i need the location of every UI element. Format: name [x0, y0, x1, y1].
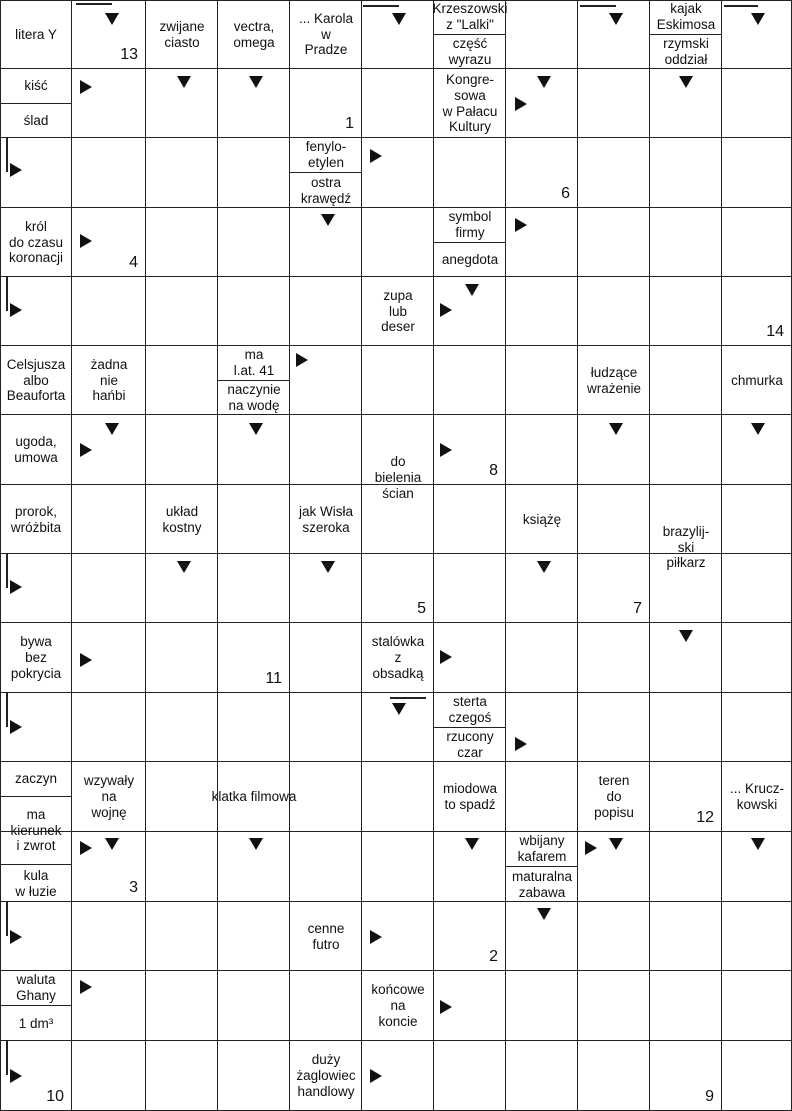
arrow-right-icon	[515, 737, 527, 751]
grid-cell[interactable]	[290, 832, 362, 902]
clue-duzy-zaglowiec: duży żaglowiec handlowy	[296, 1052, 356, 1099]
grid-cell[interactable]	[578, 138, 650, 208]
grid-cell[interactable]	[290, 277, 362, 346]
arrow-right-icon	[80, 234, 92, 248]
arrow-down-icon	[249, 838, 263, 850]
clue-slad: ślad	[23, 113, 49, 129]
clue-prorok: prorok, wróżbita	[10, 503, 62, 535]
grid-cell[interactable]	[72, 554, 146, 623]
arrow-down-icon	[249, 76, 263, 88]
grid-cell[interactable]	[146, 1041, 218, 1111]
arrow-down-icon	[751, 423, 765, 435]
solution-number-10: 10	[46, 1088, 64, 1105]
arrow-right-icon	[80, 653, 92, 667]
grid-cell[interactable]	[218, 277, 290, 346]
arrow-down-icon	[537, 908, 551, 920]
bent-arrow-stem	[6, 554, 8, 588]
clue-rzymski-oddzial: rzymski oddział	[663, 36, 709, 67]
grid-cell[interactable]	[578, 485, 650, 554]
grid-cell[interactable]	[72, 138, 146, 208]
clue-ksiaze: książę	[522, 511, 562, 527]
clue-zwijane-ciasto: zwijane ciasto	[159, 18, 205, 50]
clue-rzucony-czar: rzucony czar	[446, 729, 494, 760]
arrow-right-icon	[80, 980, 92, 994]
clue-teren-do-popisu: teren do popisu	[594, 773, 634, 820]
bent-arrow-stem	[76, 3, 112, 5]
grid-cell[interactable]	[578, 208, 650, 277]
clue-kongresowa: Kongre- sowa w Pałacu Kultury	[442, 71, 498, 135]
clue-krol-do-czasu: król do czasu koronacji	[8, 218, 64, 266]
arrow-down-icon	[609, 423, 623, 435]
grid-cell[interactable]	[146, 346, 218, 415]
clue-chmurka: chmurka	[731, 372, 783, 388]
arrow-down-icon	[105, 423, 119, 435]
arrow-down-icon	[105, 838, 119, 850]
grid-cell[interactable]	[650, 832, 722, 902]
grid-cell[interactable]	[722, 1041, 792, 1111]
grid-cell[interactable]	[218, 693, 290, 762]
grid-cell[interactable]	[290, 415, 362, 485]
grid-cell[interactable]	[650, 693, 722, 762]
clue-kajak-eskimosa: kajak Eskimosa	[650, 0, 722, 35]
arrow-down-icon	[751, 838, 765, 850]
clue-ugoda-umowa: ugoda, umowa	[14, 434, 58, 465]
grid-cell[interactable]	[434, 485, 506, 554]
clue-karola-w-pradze: ... Karola w Pradze	[298, 10, 354, 58]
arrow-right-icon	[80, 443, 92, 457]
grid-cell[interactable]	[72, 1041, 146, 1111]
solution-number-6: 6	[561, 185, 570, 202]
grid-cell[interactable]	[506, 277, 578, 346]
solution-number-3: 3	[129, 879, 138, 896]
grid-cell[interactable]	[290, 693, 362, 762]
arrow-right-icon	[440, 650, 452, 664]
grid-cell[interactable]	[218, 1041, 290, 1111]
grid-cell[interactable]	[722, 554, 792, 623]
arrow-down-icon	[609, 838, 623, 850]
grid-cell[interactable]	[434, 554, 506, 623]
arrow-right-icon	[515, 97, 527, 111]
grid-cell[interactable]	[218, 971, 290, 1041]
grid-cell[interactable]	[506, 623, 578, 693]
grid-cell[interactable]	[362, 346, 434, 415]
clue-jeden-dm3: 1 dm³	[18, 1015, 54, 1031]
grid-cell[interactable]	[578, 277, 650, 346]
grid-cell[interactable]	[506, 693, 578, 762]
arrow-right-icon	[10, 580, 22, 594]
grid-cell[interactable]	[722, 693, 792, 762]
grid-cell[interactable]	[722, 971, 792, 1041]
clue-wbijany-kafarem: wbijany kafarem	[506, 832, 578, 867]
bent-arrow-stem	[724, 5, 758, 7]
grid-cell[interactable]	[218, 554, 290, 623]
clue-zupa-lub-deser: zupa lub deser	[381, 287, 415, 335]
bent-arrow-stem	[6, 693, 8, 727]
solution-number-9: 9	[705, 1088, 714, 1105]
grid-cell[interactable]	[650, 138, 722, 208]
arrow-down-icon	[465, 838, 479, 850]
grid-cell[interactable]	[146, 902, 218, 971]
grid-cell[interactable]	[362, 762, 434, 832]
grid-cell[interactable]	[578, 971, 650, 1041]
arrow-right-icon	[10, 303, 22, 317]
clue-litera-y: litera Y	[15, 26, 57, 42]
grid-cell[interactable]	[722, 0, 792, 69]
grid-cell[interactable]	[290, 971, 362, 1041]
arrow-right-icon	[10, 163, 22, 177]
arrow-right-icon	[440, 443, 452, 457]
solution-number-7: 7	[633, 600, 642, 617]
grid-cell[interactable]	[722, 485, 792, 554]
grid-cell[interactable]	[578, 693, 650, 762]
grid-cell[interactable]	[722, 623, 792, 693]
arrow-down-icon	[537, 76, 551, 88]
clue-wzywaly: wzywały na wojnę	[83, 773, 135, 820]
grid-cell[interactable]	[506, 762, 578, 832]
arrow-down-icon	[465, 284, 479, 296]
grid-cell[interactable]	[722, 138, 792, 208]
grid-cell[interactable]	[362, 0, 434, 69]
arrow-right-icon	[440, 1000, 452, 1014]
arrow-right-icon	[370, 149, 382, 163]
grid-cell[interactable]	[578, 69, 650, 138]
bent-arrow-stem	[6, 902, 8, 936]
solution-number-4: 4	[129, 254, 138, 271]
grid-cell[interactable]	[362, 832, 434, 902]
solution-number-12: 12	[696, 809, 714, 826]
grid-cell[interactable]	[72, 277, 146, 346]
grid-cell[interactable]	[650, 902, 722, 971]
clue-fenyloetylen: fenylo- etylen	[290, 138, 362, 173]
arrow-down-icon	[321, 561, 335, 573]
clue-zaczyn: zaczyn	[0, 762, 72, 797]
grid-cell[interactable]	[146, 832, 218, 902]
grid-cell[interactable]	[290, 623, 362, 693]
arrow-right-icon	[370, 930, 382, 944]
grid-cell[interactable]	[362, 69, 434, 138]
bent-arrow-stem	[6, 1041, 8, 1075]
clue-ostra-krawedz: ostra krawędź	[300, 174, 352, 206]
bent-arrow-stem	[580, 5, 616, 7]
solution-number-1: 1	[345, 115, 354, 132]
arrow-down-icon	[177, 76, 191, 88]
arrow-right-icon	[440, 303, 452, 317]
solution-number-5: 5	[417, 600, 426, 617]
grid-cell[interactable]	[146, 208, 218, 277]
clue-kisc: kiść	[0, 69, 72, 104]
clue-symbol-firmy: symbol firmy	[434, 208, 506, 243]
solution-number-14: 14	[766, 323, 784, 340]
grid-cell[interactable]	[650, 415, 722, 485]
clue-kruczkowski: ... Krucz- kowski	[729, 781, 784, 812]
arrow-down-icon	[679, 630, 693, 642]
grid-cell[interactable]	[722, 902, 792, 971]
grid-cell[interactable]	[434, 138, 506, 208]
grid-cell[interactable]	[650, 971, 722, 1041]
clue-koncowe-na-koncie: końcowe na koncie	[371, 982, 425, 1029]
grid-cell[interactable]	[146, 693, 218, 762]
clue-do-bielenia: do bielenia ścian	[374, 454, 422, 501]
grid-cell[interactable]	[72, 693, 146, 762]
clue-miodowa: miodowa to spadź	[442, 781, 498, 812]
arrow-right-icon	[585, 841, 597, 855]
arrow-down-icon	[609, 13, 623, 25]
arrow-right-icon	[10, 1069, 22, 1083]
arrow-down-icon	[392, 13, 406, 25]
grid-cell[interactable]	[506, 415, 578, 485]
arrow-down-icon	[537, 561, 551, 573]
arrow-right-icon	[515, 218, 527, 232]
grid-cell[interactable]	[578, 0, 650, 69]
arrow-right-icon	[80, 841, 92, 855]
bent-arrow-stem	[363, 5, 399, 7]
bent-arrow-stem	[6, 277, 8, 311]
clue-jak-wisla: jak Wisła szeroka	[298, 503, 353, 535]
clue-waluta-ghany: waluta Ghany	[0, 971, 72, 1006]
solution-number-11: 11	[265, 670, 282, 687]
clue-kula-w-luzie: kula w łuzie	[15, 868, 57, 899]
grid-cell[interactable]	[146, 415, 218, 485]
grid-cell[interactable]	[218, 138, 290, 208]
grid-cell[interactable]	[650, 277, 722, 346]
arrow-right-icon	[370, 1069, 382, 1083]
clue-klatka-filmowa: klatka filmowa	[211, 789, 297, 805]
arrow-right-icon	[10, 720, 22, 734]
solution-number-2: 2	[489, 948, 498, 965]
clue-czesc-wyrazu: część wyrazu	[448, 36, 492, 67]
arrow-down-icon	[751, 13, 765, 25]
grid-cell[interactable]	[506, 1041, 578, 1111]
clue-maturalna-zabawa: maturalna zabawa	[511, 868, 573, 900]
grid-cell[interactable]	[146, 971, 218, 1041]
grid-cell[interactable]	[578, 1041, 650, 1111]
solution-number-13: 13	[120, 46, 138, 63]
clue-cenne-futro: cenne futro	[307, 920, 345, 952]
grid-cell[interactable]	[218, 208, 290, 277]
grid-cell[interactable]	[218, 485, 290, 554]
grid-cell[interactable]	[72, 485, 146, 554]
arrow-right-icon	[296, 353, 308, 367]
arrow-down-icon	[321, 214, 335, 226]
grid-cell[interactable]	[506, 346, 578, 415]
clue-sterta: sterta czegoś	[434, 693, 506, 728]
clue-krzeszowski: Krzeszowski z "Lalki"	[434, 0, 506, 35]
clue-ma-kierunek: ma kierunek i zwrot	[0, 797, 72, 865]
clue-naczynie-na-wode: naczynie na wodę	[227, 382, 281, 413]
arrow-down-icon	[679, 76, 693, 88]
grid-cell[interactable]	[722, 208, 792, 277]
arrow-down-icon	[105, 13, 119, 25]
clue-uklad-kostny: układ kostny	[162, 503, 202, 535]
clue-vectra-omega: vectra, omega	[233, 18, 275, 50]
grid-cell[interactable]	[362, 208, 434, 277]
grid-cell[interactable]	[146, 138, 218, 208]
grid-cell[interactable]	[434, 1041, 506, 1111]
clue-anegdota: anegdota	[441, 252, 499, 268]
grid-cell[interactable]	[146, 277, 218, 346]
grid-cell[interactable]	[650, 346, 722, 415]
arrow-right-icon	[10, 930, 22, 944]
clue-ludzace-wrazenie: łudzące wrażenie	[586, 364, 642, 396]
clue-stalowka: stalówka z obsadką	[371, 634, 425, 681]
arrow-down-icon	[177, 561, 191, 573]
clue-bywa-bez: bywa bez pokrycia	[10, 634, 62, 681]
clue-brazylijski: brazylij- ski piłkarz	[662, 523, 710, 571]
grid-cell[interactable]	[506, 971, 578, 1041]
grid-cell[interactable]	[434, 346, 506, 415]
clue-celsjusza: Celsjusza albo Beauforta	[6, 356, 66, 404]
grid-cell[interactable]	[722, 69, 792, 138]
clue-zadna-nie-hanbi: żadna nie hańbi	[90, 356, 128, 404]
grid-cell[interactable]	[218, 902, 290, 971]
grid-cell[interactable]	[650, 208, 722, 277]
grid-cell[interactable]	[506, 0, 578, 69]
grid-cell[interactable]	[146, 623, 218, 693]
solution-number-8: 8	[489, 462, 498, 479]
bent-arrow-stem	[390, 697, 426, 699]
arrow-right-icon	[80, 80, 92, 94]
arrow-down-icon	[392, 703, 406, 715]
arrow-down-icon	[249, 423, 263, 435]
grid-cell[interactable]	[72, 902, 146, 971]
bent-arrow-stem	[6, 138, 8, 172]
clue-ma-lat-41: ma l.at. 41	[218, 346, 290, 381]
grid-cell[interactable]	[578, 902, 650, 971]
grid-cell[interactable]	[578, 623, 650, 693]
